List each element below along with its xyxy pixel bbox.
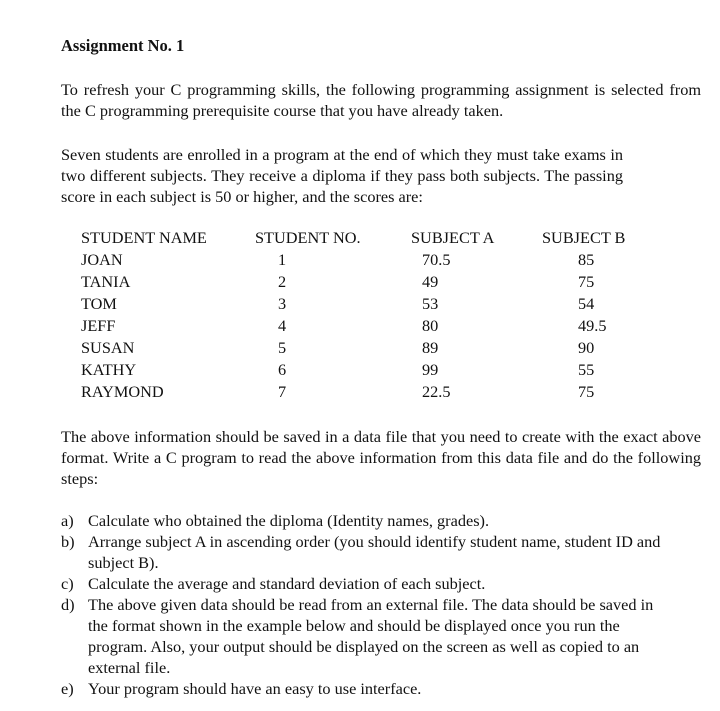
cell-name: TOM [81,294,117,313]
table-row [81,337,688,359]
cell-name: RAYMOND [81,382,164,401]
cell-subject-a: 80 [422,316,439,335]
table-row [81,249,688,271]
cell-subject-b: 75 [578,272,595,291]
list-item [61,510,661,531]
cell-subject-b: 49.5 [578,316,607,335]
cell-student-no: 4 [278,316,287,335]
list-marker: e) [61,679,74,698]
list-marker: d) [61,595,75,614]
list-item-text: Calculate who obtained the diploma (Identity names, grades). [88,511,490,530]
list-item-text: Arrange subject A in ascending order (you should identify student name, student ID and subject B). [88,532,661,572]
header-student-name: STUDENT NAME [81,228,207,247]
steps-list [61,510,661,699]
cell-subject-b: 55 [578,360,595,379]
cell-subject-b: 90 [578,338,595,357]
intro-paragraph: To refresh your C programming skills, the following programming assignment is selected from the C programming prerequisite course that you have already taken. [61,80,701,120]
list-item [61,594,661,678]
cell-subject-b: 85 [578,250,595,269]
cell-student-no: 1 [278,250,287,269]
scores-table [81,227,688,403]
header-student-no: STUDENT NO. [255,228,361,247]
table-header-row [81,227,688,249]
cell-subject-b: 54 [578,294,595,313]
cell-student-no: 2 [278,272,287,291]
cell-student-no: 5 [278,338,287,357]
assignment-title: Assignment No. 1 [61,36,185,55]
list-item-text: The above given data should be read from an external file. The data should be saved in the format shown in the example below and should be displayed once you run the program. Also, your output should be displayed on the screen as well as copied to an external file. [88,595,654,677]
header-subject-a: SUBJECT A [411,228,495,247]
list-item [61,531,661,573]
cell-name: TANIA [81,272,131,291]
cell-subject-a: 89 [422,338,439,357]
cell-name: JEFF [81,316,116,335]
cell-subject-a: 70.5 [422,250,451,269]
list-item-text: Your program should have an easy to use interface. [88,679,422,698]
list-marker: c) [61,574,74,593]
cell-name: SUSAN [81,338,135,357]
cell-student-no: 3 [278,294,287,313]
list-marker: a) [61,511,74,530]
cell-name: KATHY [81,360,137,379]
table-row [81,359,688,381]
cell-subject-a: 49 [422,272,439,291]
list-item-text: Calculate the average and standard deviation of each subject. [88,574,486,593]
instructions-paragraph: The above information should be saved in a data file that you need to create with the exact above format. Write a C program to read the above information from this data file and do the following steps: [61,427,701,488]
table-row [81,315,688,337]
list-marker: b) [61,532,75,551]
cell-subject-a: 99 [422,360,439,379]
list-item [61,678,661,699]
header-subject-b: SUBJECT B [542,228,626,247]
cell-subject-b: 75 [578,382,595,401]
table-row [81,381,688,403]
list-item [61,573,661,594]
table-row [81,293,688,315]
cell-name: JOAN [81,250,123,269]
cell-student-no: 7 [278,382,287,401]
cell-subject-a: 53 [422,294,439,313]
table-row [81,271,688,293]
cell-student-no: 6 [278,360,287,379]
cell-subject-a: 22.5 [422,382,451,401]
problem-paragraph: Seven students are enrolled in a program at the end of which they must take exams in two different subjects. They receive a diploma if they pass both subjects. The passing score in each subject is 50 or higher, and the scores are: [61,145,623,206]
